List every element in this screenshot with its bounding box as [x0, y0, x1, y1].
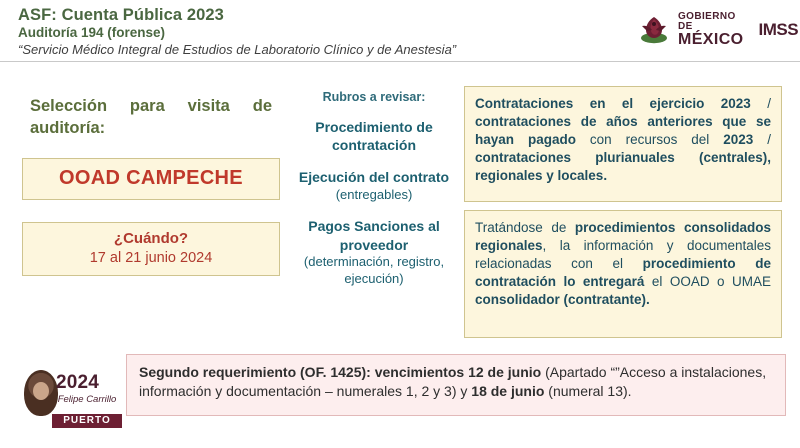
review-topic-1: [298, 118, 450, 154]
review-topic-2-main: Ejecución del contrato: [298, 169, 450, 186]
review-topics-column: [298, 90, 450, 302]
ooad-label: OOAD CAMPECHE: [59, 166, 243, 189]
portrait-icon: [24, 370, 58, 416]
page-title: ASF: Cuenta Pública 2023: [18, 6, 224, 24]
when-dates: 17 al 21 junio 2024: [89, 249, 213, 266]
gov-line1: GOBIERNO DE: [678, 10, 736, 32]
consolidated-procedures-box: [464, 210, 782, 338]
ooad-highlight-box: [22, 158, 280, 200]
contracting-scope-box: [464, 86, 782, 202]
review-topic-2-sub: (entregables): [335, 186, 413, 202]
page-header: [0, 0, 800, 62]
gobierno-de-mexico-logo: [634, 8, 799, 52]
consolidated-procedures-text: Tratándose de procedimientos consolidados regionales, la información y documentales relacionadas con el procedimiento de contratación lo entregará el OOAD o UMAE consolidador (contratante).: [475, 220, 772, 307]
gov-wordmark: [678, 12, 744, 49]
emblem-name: Felipe Carrillo: [57, 394, 117, 405]
review-topic-2: [298, 168, 450, 203]
review-topic-3-sub: (determinación, registro, ejecución): [303, 253, 445, 286]
gov-line2: MÉXICO: [678, 31, 744, 49]
emblem-puerto: PUERTO: [52, 414, 122, 428]
contracting-scope-text: Contrataciones en el ejercicio 2023 / contrataciones de años anteriores que se hayan pagado con recursos del 2023 / contrataciones plurianuales (centrales), regionales y locales.: [475, 96, 771, 183]
header-divider: [0, 61, 800, 62]
imss-wordmark: IMSS: [758, 20, 799, 39]
selection-title: Selección para visita de auditoría:: [30, 97, 272, 137]
when-label: ¿Cuándo?: [113, 229, 189, 247]
when-box: [22, 222, 280, 276]
emblem-year: 2024: [56, 372, 100, 393]
review-topics-heading: Rubros a revisar:: [322, 90, 426, 104]
review-topic-3: [298, 217, 450, 287]
review-topic-1-main: Procedimiento de contratación: [315, 119, 433, 154]
page-quote: “Servicio Médico Integral de Estudios de Laboratorio Clínico y de Anestesia”: [18, 42, 457, 57]
review-topic-3-main: Pagos Sanciones al proveedor: [308, 218, 440, 253]
second-requirement-text: Segundo requerimiento (OF. 1425): vencimientos 12 de junio (Apartado “”Acceso a instalaciones, información y documentación – numerales 1, 2 y 3) y 18 de junio (numeral 13).: [139, 364, 767, 400]
selection-panel: [22, 96, 280, 276]
eagle-emblem-icon: [634, 12, 674, 48]
felipe-carrillo-puerto-emblem: [22, 366, 120, 440]
page-subtitle: Auditoría 194 (forense): [18, 25, 166, 40]
second-requirement-bar: [126, 354, 786, 416]
